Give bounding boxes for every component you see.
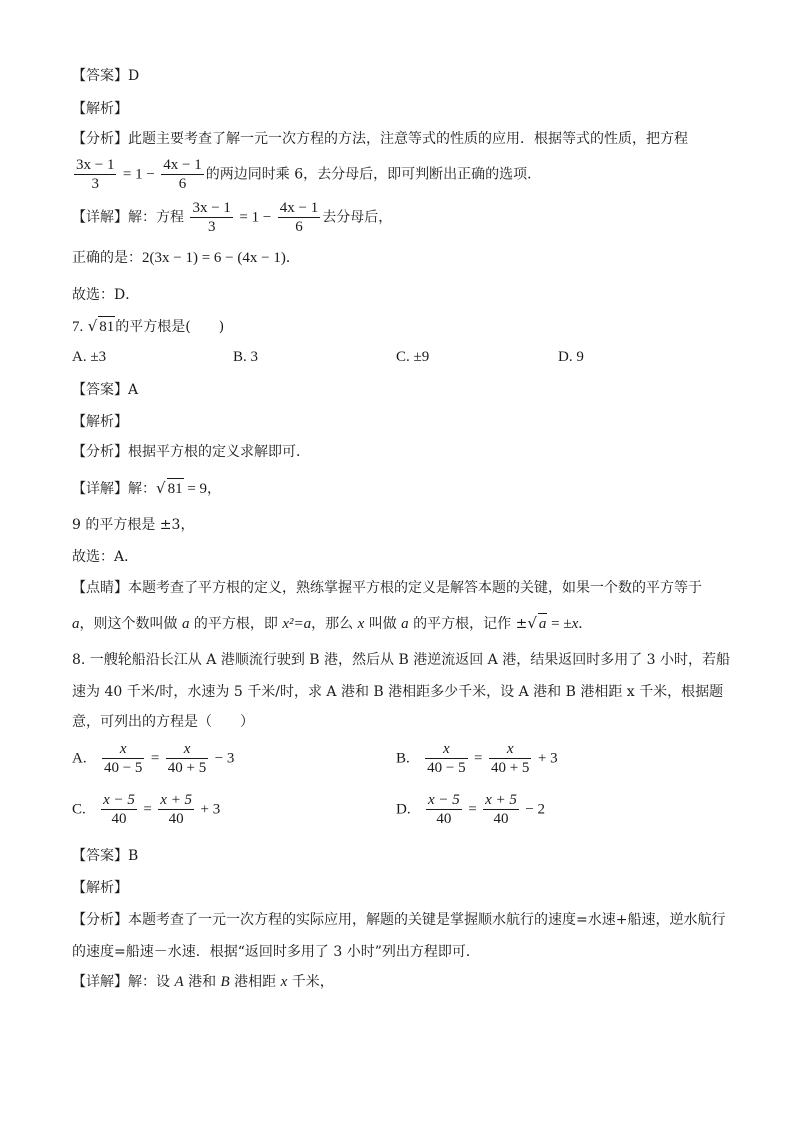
remark-text-q7: 【点睛】本题考查了平方根的定义，熟练掌握平方根的定义是解答本题的关键，如果一个数的平方等于	[72, 580, 702, 596]
fraction: $\frac{3x - 1}{3}$	[76, 157, 115, 192]
fraction: $\frac{4x - 1}{6}$	[163, 157, 202, 192]
detail-line-q7: 【详解】解：√ 81 = 9，	[72, 479, 222, 497]
sqrt-icon: √	[527, 614, 537, 632]
question-8-line-1: 8. 一艘轮船沿长江从 A 港顺流行驶到 B 港，然后从 B 港逆流返回 A 港，结果返回时多用了 3 小时，若船	[72, 652, 731, 668]
sqrt-icon: √	[87, 317, 98, 335]
correct-equation-line: 正确的是：2(3x − 1) = 6 − (4x − 1)．	[72, 250, 300, 266]
choice-line-q7: 故选：A．	[72, 549, 139, 565]
analysis-heading-q6: 【解析】	[72, 101, 128, 117]
q7-option-a: A. ±3	[72, 349, 107, 365]
q8-option-d: D. $\frac{x - 5}{40}$ = $\frac{x + 5}{40}$ − 2	[396, 792, 546, 827]
analysis-text-q6: 【分析】此题主要考查了解一元一次方程的方法，注意等式的性质的应用．根据等式的性质，把方程	[72, 131, 688, 147]
analysis-heading-q8: 【解析】	[72, 880, 128, 896]
equation-line-q6: $\frac{3x - 1}{3}$ = 1 − $\frac{4x - 1}{6}$ 的两边同时乘 6，去分母后，即可判断出正确的选项．	[76, 157, 542, 192]
q7-option-b: B. 3	[233, 349, 259, 365]
sqrt-icon: √	[156, 479, 166, 497]
square-root-statement: 9 的平方根是 ±3，	[72, 517, 195, 533]
question-8-line-2: 速为 40 千米/时，水速为 5 千米/时，求 A 港和 B 港相距多少千米，设 A 港和 B 港相距 x 千米，根据题	[72, 684, 724, 700]
analysis-heading-q7: 【解析】	[72, 414, 128, 430]
detail-line-q8: 【详解】解：设 A 港和 B 港相距 x 千米，	[72, 974, 334, 990]
question-8-line-3: 意，可列出的方程是（ ）	[72, 714, 254, 730]
fraction: $\frac{3x - 1}{3}$	[192, 200, 231, 235]
answer-label-q8: 【答案】B	[72, 848, 139, 864]
detail-line-q6: 【详解】解：方程 $\frac{3x - 1}{3}$ = 1 − $\frac{4x - 1}{6}$ 去分母后，	[72, 200, 393, 235]
answer-label-q6: 【答案】D	[72, 68, 140, 84]
answer-label-q7: 【答案】A	[72, 382, 139, 398]
choice-line-q6: 故选：D．	[72, 287, 140, 303]
q7-option-d: D. 9	[558, 349, 584, 365]
analysis-text-q8: 【分析】本题考查了一元一次方程的实际应用，解题的关键是掌握顺水航行的速度=水速+船速，逆水航行	[72, 912, 726, 928]
remark-continued-q7: a，则这个数叫做 a 的平方根，即 x²=a，那么 x 叫做 a 的平方根，记作 ±√ a = ±x．	[72, 614, 593, 632]
question-7: 7. √ 81的平方根是( )	[72, 317, 225, 335]
q8-option-c: C. $\frac{x - 5}{40}$ = $\frac{x + 5}{40}$ + 3	[72, 792, 221, 827]
q8-option-b: B. $\frac{x}{40 - 5}$ = $\frac{x}{40 + 5}$ + 3	[396, 741, 558, 776]
analysis-text-q7: 【分析】根据平方根的定义求解即可．	[72, 444, 310, 460]
fraction: $\frac{4x - 1}{6}$	[279, 200, 319, 235]
q8-option-a: A. $\frac{x}{40 - 5}$ = $\frac{x}{40 + 5}$ − 3	[72, 741, 235, 776]
analysis-continued-q8: 的速度=船速－水速．根据“返回时多用了 3 小时”列出方程即可．	[72, 944, 480, 960]
q7-option-c: C. ±9	[396, 349, 430, 365]
